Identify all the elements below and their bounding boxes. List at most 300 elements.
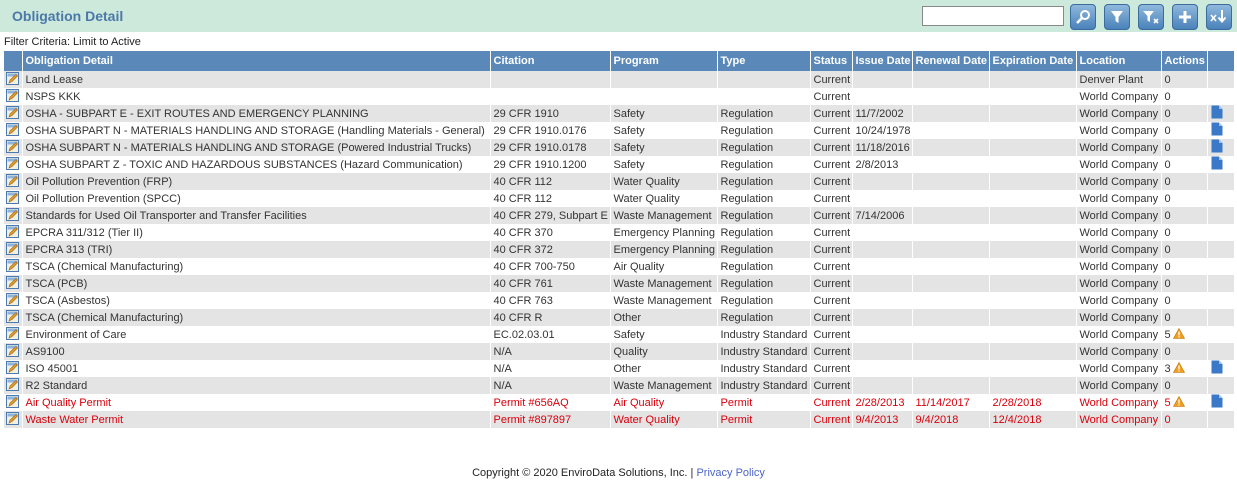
location-cell: World Company: [1076, 122, 1161, 139]
location-cell: World Company: [1076, 190, 1161, 207]
table-row[interactable]: [4, 88, 1234, 105]
actions-cell: [1161, 71, 1207, 88]
location-cell: World Company: [1076, 88, 1161, 105]
status-cell: Current: [810, 377, 852, 394]
renewal-date-cell: [912, 292, 989, 309]
documents-cell: [1207, 139, 1234, 156]
program-cell: Safety: [610, 105, 717, 122]
location-cell: Denver Plant: [1076, 71, 1161, 88]
obligation-name-cell: NSPS KKK: [22, 88, 490, 105]
obligation-name-cell: TSCA (Asbestos): [22, 292, 490, 309]
expiration-date-cell: [989, 224, 1076, 241]
column-header-type[interactable]: Type: [717, 51, 810, 71]
filter-icon: [1109, 9, 1125, 25]
type-cell: Industry Standard: [717, 360, 810, 377]
status-cell: Current: [810, 88, 852, 105]
filter-criteria: [4, 36, 141, 48]
type-cell: Regulation: [717, 207, 810, 224]
filter-button[interactable]: [1104, 4, 1130, 30]
documents-cell: [1207, 343, 1234, 360]
documents-cell: [1207, 411, 1234, 428]
program-cell: Safety: [610, 326, 717, 343]
edit-cell: [4, 156, 22, 173]
program-cell: Safety: [610, 139, 717, 156]
location-cell: World Company: [1076, 156, 1161, 173]
table-row[interactable]: [4, 190, 1234, 207]
edit-cell: [4, 207, 22, 224]
expiration-date-cell: [989, 360, 1076, 377]
documents-cell: [1207, 377, 1234, 394]
renewal-date-cell: 11/14/2017: [912, 394, 989, 411]
status-cell: Current: [810, 394, 852, 411]
warning-icon[interactable]: [1173, 396, 1185, 410]
table-row[interactable]: [4, 275, 1234, 292]
actions-count: 0: [1164, 141, 1171, 154]
citation-cell: N/A: [490, 360, 610, 377]
type-cell: Regulation: [717, 241, 810, 258]
obligation-name-cell: R2 Standard: [22, 377, 490, 394]
program-cell: Water Quality: [610, 173, 717, 190]
program-cell: Other: [610, 309, 717, 326]
edit-icon[interactable]: [6, 412, 19, 428]
type-cell: Regulation: [717, 275, 810, 292]
renewal-date-cell: [912, 224, 989, 241]
location-cell: World Company: [1076, 139, 1161, 156]
actions-count: 5: [1164, 328, 1171, 341]
actions-count: 5: [1164, 396, 1171, 409]
edit-icon[interactable]: [6, 344, 19, 360]
documents-cell: [1207, 224, 1234, 241]
location-cell: World Company: [1076, 326, 1161, 343]
edit-icon[interactable]: [6, 191, 19, 207]
documents-cell: [1207, 105, 1234, 122]
obligation-name-cell: EPCRA 311/312 (Tier II): [22, 224, 490, 241]
edit-cell: [4, 173, 22, 190]
obligations-table: [4, 51, 1235, 428]
actions-count: 0: [1164, 192, 1171, 205]
actions-cell: [1161, 173, 1207, 190]
program-cell: Emergency Planning: [610, 241, 717, 258]
status-cell: Current: [810, 309, 852, 326]
table-row[interactable]: [4, 326, 1234, 343]
location-cell: World Company: [1076, 411, 1161, 428]
type-cell: Regulation: [717, 190, 810, 207]
edit-icon[interactable]: [6, 259, 19, 275]
edit-cell: [4, 377, 22, 394]
edit-icon[interactable]: [6, 174, 19, 190]
program-cell: Emergency Planning: [610, 224, 717, 241]
type-cell: Permit: [717, 394, 810, 411]
status-cell: Current: [810, 156, 852, 173]
renewal-date-cell: [912, 105, 989, 122]
status-cell: Current: [810, 190, 852, 207]
expiration-date-cell: [989, 156, 1076, 173]
edit-icon[interactable]: [6, 106, 19, 122]
type-cell: Regulation: [717, 105, 810, 122]
documents-cell: [1207, 275, 1234, 292]
renewal-date-cell: [912, 377, 989, 394]
obligation-name-cell: OSHA - SUBPART E - EXIT ROUTES AND EMERGENCY PLANNING: [22, 105, 490, 122]
obligation-name-cell: Waste Water Permit: [22, 411, 490, 428]
issue-date-cell: 9/4/2013: [852, 411, 912, 428]
program-cell: Waste Management: [610, 275, 717, 292]
citation-cell: 29 CFR 1910.0178: [490, 139, 610, 156]
edit-icon[interactable]: [6, 123, 19, 139]
actions-count: 0: [1164, 73, 1171, 86]
filter-criteria-label: Filter Criteria: Limit to Active: [4, 36, 141, 48]
issue-date-cell: [852, 343, 912, 360]
actions-count: 0: [1164, 413, 1171, 426]
actions-cell: [1161, 377, 1207, 394]
expiration-date-cell: [989, 122, 1076, 139]
renewal-date-cell: [912, 156, 989, 173]
column-header-obligation[interactable]: Obligation Detail: [22, 51, 490, 71]
table-header-row: [4, 51, 1234, 71]
issue-date-cell: [852, 377, 912, 394]
edit-icon[interactable]: [6, 72, 19, 88]
actions-count: 0: [1164, 294, 1171, 307]
program-cell: Other: [610, 360, 717, 377]
program-cell: Air Quality: [610, 394, 717, 411]
expiration-date-cell: [989, 241, 1076, 258]
status-cell: Current: [810, 173, 852, 190]
table-row[interactable]: [4, 207, 1234, 224]
renewal-date-cell: [912, 326, 989, 343]
type-cell: Regulation: [717, 224, 810, 241]
actions-cell: [1161, 190, 1207, 207]
edit-cell: [4, 122, 22, 139]
citation-cell: [490, 71, 610, 88]
table-row[interactable]: [4, 156, 1234, 173]
edit-cell: [4, 224, 22, 241]
edit-icon[interactable]: [6, 225, 19, 241]
warning-icon[interactable]: [1173, 362, 1185, 376]
type-cell: Regulation: [717, 258, 810, 275]
edit-cell: [4, 258, 22, 275]
table-row[interactable]: [4, 241, 1234, 258]
program-cell: [610, 71, 717, 88]
edit-cell: [4, 411, 22, 428]
location-cell: World Company: [1076, 207, 1161, 224]
renewal-date-cell: [912, 275, 989, 292]
table-row[interactable]: [4, 360, 1234, 377]
issue-date-cell: 2/8/2013: [852, 156, 912, 173]
column-header-expiration-date[interactable]: Expiration Date: [989, 51, 1076, 71]
renewal-date-cell: [912, 122, 989, 139]
issue-date-cell: 10/24/1978: [852, 122, 912, 139]
type-cell: [717, 71, 810, 88]
edit-icon[interactable]: [6, 276, 19, 292]
obligation-name-cell: Oil Pollution Prevention (FRP): [22, 173, 490, 190]
export-button[interactable]: [1206, 4, 1232, 30]
table-row[interactable]: [4, 105, 1234, 122]
renewal-date-cell: [912, 190, 989, 207]
obligation-name-cell: TSCA (Chemical Manufacturing): [22, 309, 490, 326]
renewal-date-cell: [912, 71, 989, 88]
documents-cell: [1207, 326, 1234, 343]
status-cell: Current: [810, 292, 852, 309]
expiration-date-cell: 2/28/2018: [989, 394, 1076, 411]
header-edit: [4, 51, 22, 71]
obligation-name-cell: OSHA SUBPART N - MATERIALS HANDLING AND STORAGE (Powered Industrial Trucks): [22, 139, 490, 156]
obligation-name-cell: Oil Pollution Prevention (SPCC): [22, 190, 490, 207]
column-header-renewal-date[interactable]: Renewal Date: [912, 51, 989, 71]
actions-cell: [1161, 309, 1207, 326]
issue-date-cell: 2/28/2013: [852, 394, 912, 411]
privacy-policy-link[interactable]: Privacy Policy: [696, 467, 765, 479]
expiration-date-cell: [989, 377, 1076, 394]
status-cell: Current: [810, 241, 852, 258]
edit-cell: [4, 309, 22, 326]
obligation-name-cell: Air Quality Permit: [22, 394, 490, 411]
renewal-date-cell: [912, 360, 989, 377]
documents-cell: [1207, 122, 1234, 139]
type-cell: Regulation: [717, 173, 810, 190]
type-cell: [717, 88, 810, 105]
program-cell: Waste Management: [610, 377, 717, 394]
citation-cell: N/A: [490, 377, 610, 394]
obligation-name-cell: ISO 45001: [22, 360, 490, 377]
search-button[interactable]: [1070, 4, 1096, 30]
expiration-date-cell: [989, 173, 1076, 190]
expiration-date-cell: [989, 258, 1076, 275]
table-row[interactable]: [4, 292, 1234, 309]
document-icon[interactable]: [1211, 122, 1223, 139]
actions-cell: [1161, 275, 1207, 292]
status-cell: Current: [810, 411, 852, 428]
type-cell: Industry Standard: [717, 343, 810, 360]
obligation-name-cell: AS9100: [22, 343, 490, 360]
edit-icon[interactable]: [6, 378, 19, 394]
citation-cell: 40 CFR 372: [490, 241, 610, 258]
status-cell: Current: [810, 122, 852, 139]
documents-cell: [1207, 173, 1234, 190]
edit-icon[interactable]: [6, 157, 19, 173]
documents-cell: [1207, 207, 1234, 224]
actions-cell: [1161, 343, 1207, 360]
actions-cell: [1161, 411, 1207, 428]
documents-cell: [1207, 156, 1234, 173]
actions-cell: [1161, 122, 1207, 139]
expiration-date-cell: [989, 105, 1076, 122]
obligation-name-cell: OSHA SUBPART N - MATERIALS HANDLING AND STORAGE (Handling Materials - General): [22, 122, 490, 139]
citation-cell: N/A: [490, 343, 610, 360]
citation-cell: 40 CFR R: [490, 309, 610, 326]
add-button[interactable]: [1172, 4, 1198, 30]
obligation-name-cell: Environment of Care: [22, 326, 490, 343]
program-cell: Water Quality: [610, 190, 717, 207]
clear-filter-icon: [1142, 9, 1160, 25]
issue-date-cell: [852, 326, 912, 343]
actions-count: 0: [1164, 124, 1171, 137]
status-cell: Current: [810, 275, 852, 292]
actions-cell: [1161, 139, 1207, 156]
citation-cell: 40 CFR 370: [490, 224, 610, 241]
issue-date-cell: [852, 173, 912, 190]
document-icon[interactable]: [1211, 156, 1223, 173]
actions-cell: [1161, 258, 1207, 275]
citation-cell: 29 CFR 1910: [490, 105, 610, 122]
citation-cell: 40 CFR 761: [490, 275, 610, 292]
program-cell: Air Quality: [610, 258, 717, 275]
program-cell: Safety: [610, 156, 717, 173]
edit-icon[interactable]: [6, 361, 19, 377]
actions-cell: [1161, 394, 1207, 411]
status-cell: Current: [810, 360, 852, 377]
location-cell: World Company: [1076, 309, 1161, 326]
citation-cell: 29 CFR 1910.1200: [490, 156, 610, 173]
table-row[interactable]: [4, 411, 1234, 428]
citation-cell: EC.02.03.01: [490, 326, 610, 343]
actions-count: 0: [1164, 260, 1171, 273]
location-cell: World Company: [1076, 292, 1161, 309]
table-row[interactable]: [4, 224, 1234, 241]
table-row[interactable]: [4, 122, 1234, 139]
status-cell: Current: [810, 326, 852, 343]
expiration-date-cell: [989, 207, 1076, 224]
documents-cell: [1207, 258, 1234, 275]
table-row[interactable]: [4, 258, 1234, 275]
expiration-date-cell: [989, 71, 1076, 88]
edit-icon[interactable]: [6, 208, 19, 224]
edit-cell: [4, 190, 22, 207]
location-cell: World Company: [1076, 241, 1161, 258]
status-cell: Current: [810, 105, 852, 122]
obligation-name-cell: Standards for Used Oil Transporter and Transfer Facilities: [22, 207, 490, 224]
column-header-program[interactable]: Program: [610, 51, 717, 71]
edit-icon[interactable]: [6, 395, 19, 411]
type-cell: Regulation: [717, 139, 810, 156]
citation-cell: 29 CFR 1910.0176: [490, 122, 610, 139]
citation-cell: 40 CFR 700-750: [490, 258, 610, 275]
edit-icon[interactable]: [6, 140, 19, 156]
issue-date-cell: [852, 71, 912, 88]
edit-icon[interactable]: [6, 327, 19, 343]
program-cell: Quality: [610, 343, 717, 360]
type-cell: Permit: [717, 411, 810, 428]
column-header-actions[interactable]: Actions: [1161, 51, 1207, 71]
issue-date-cell: [852, 275, 912, 292]
actions-count: 0: [1164, 311, 1171, 324]
expiration-date-cell: [989, 190, 1076, 207]
table-row[interactable]: [4, 173, 1234, 190]
actions-count: 0: [1164, 107, 1171, 120]
location-cell: World Company: [1076, 105, 1161, 122]
edit-cell: [4, 241, 22, 258]
column-header-status[interactable]: Status: [810, 51, 852, 71]
expiration-date-cell: [989, 88, 1076, 105]
header-documents: [1207, 51, 1234, 71]
expiration-date-cell: [989, 343, 1076, 360]
column-header-issue-date[interactable]: Issue Date: [852, 51, 912, 71]
column-header-location[interactable]: Location: [1076, 51, 1161, 71]
edit-cell: [4, 343, 22, 360]
location-cell: World Company: [1076, 360, 1161, 377]
document-icon[interactable]: [1211, 105, 1223, 122]
actions-count: 0: [1164, 158, 1171, 171]
issue-date-cell: [852, 224, 912, 241]
table-row[interactable]: [4, 139, 1234, 156]
issue-date-cell: [852, 88, 912, 105]
status-cell: Current: [810, 343, 852, 360]
actions-cell: [1161, 207, 1207, 224]
issue-date-cell: [852, 258, 912, 275]
type-cell: Regulation: [717, 309, 810, 326]
clear-filter-button[interactable]: [1138, 4, 1164, 30]
document-icon[interactable]: [1211, 394, 1223, 411]
renewal-date-cell: 9/4/2018: [912, 411, 989, 428]
status-cell: Current: [810, 139, 852, 156]
actions-cell: [1161, 360, 1207, 377]
actions-count: 0: [1164, 90, 1171, 103]
warning-icon[interactable]: [1173, 328, 1185, 342]
actions-count: 3: [1164, 362, 1171, 375]
document-icon[interactable]: [1211, 360, 1223, 377]
documents-cell: [1207, 241, 1234, 258]
location-cell: World Company: [1076, 173, 1161, 190]
search-icon: [1075, 9, 1091, 25]
table-row[interactable]: [4, 71, 1234, 88]
expiration-date-cell: 12/4/2018: [989, 411, 1076, 428]
footer: [0, 467, 1237, 479]
citation-cell: Permit #656AQ: [490, 394, 610, 411]
document-icon[interactable]: [1211, 139, 1223, 156]
actions-count: 0: [1164, 226, 1171, 239]
edit-cell: [4, 292, 22, 309]
renewal-date-cell: [912, 309, 989, 326]
table-row[interactable]: [4, 343, 1234, 360]
program-cell: Waste Management: [610, 292, 717, 309]
edit-cell: [4, 105, 22, 122]
edit-cell: [4, 360, 22, 377]
actions-count: 0: [1164, 379, 1171, 392]
program-cell: Waste Management: [610, 207, 717, 224]
edit-cell: [4, 275, 22, 292]
edit-icon[interactable]: [6, 310, 19, 326]
issue-date-cell: 11/7/2002: [852, 105, 912, 122]
table-row[interactable]: [4, 377, 1234, 394]
location-cell: World Company: [1076, 258, 1161, 275]
expiration-date-cell: [989, 326, 1076, 343]
obligation-name-cell: TSCA (Chemical Manufacturing): [22, 258, 490, 275]
expiration-date-cell: [989, 309, 1076, 326]
expiration-date-cell: [989, 292, 1076, 309]
export-icon: [1210, 9, 1228, 25]
edit-icon[interactable]: [6, 89, 19, 105]
edit-icon[interactable]: [6, 293, 19, 309]
actions-count: 0: [1164, 175, 1171, 188]
issue-date-cell: [852, 292, 912, 309]
obligation-name-cell: OSHA SUBPART Z - TOXIC AND HAZARDOUS SUBSTANCES (Hazard Communication): [22, 156, 490, 173]
documents-cell: [1207, 394, 1234, 411]
table-row[interactable]: [4, 394, 1234, 411]
actions-cell: [1161, 241, 1207, 258]
table-row[interactable]: [4, 309, 1234, 326]
column-header-citation[interactable]: Citation: [490, 51, 610, 71]
edit-icon[interactable]: [6, 242, 19, 258]
type-cell: Regulation: [717, 122, 810, 139]
actions-cell: [1161, 326, 1207, 343]
obligation-name-cell: Land Lease: [22, 71, 490, 88]
obligation-name-cell: TSCA (PCB): [22, 275, 490, 292]
status-cell: Current: [810, 224, 852, 241]
documents-cell: [1207, 292, 1234, 309]
program-cell: [610, 88, 717, 105]
issue-date-cell: 11/18/2016: [852, 139, 912, 156]
search-input[interactable]: [922, 6, 1064, 26]
location-cell: World Company: [1076, 377, 1161, 394]
obligation-name-cell: EPCRA 313 (TRI): [22, 241, 490, 258]
